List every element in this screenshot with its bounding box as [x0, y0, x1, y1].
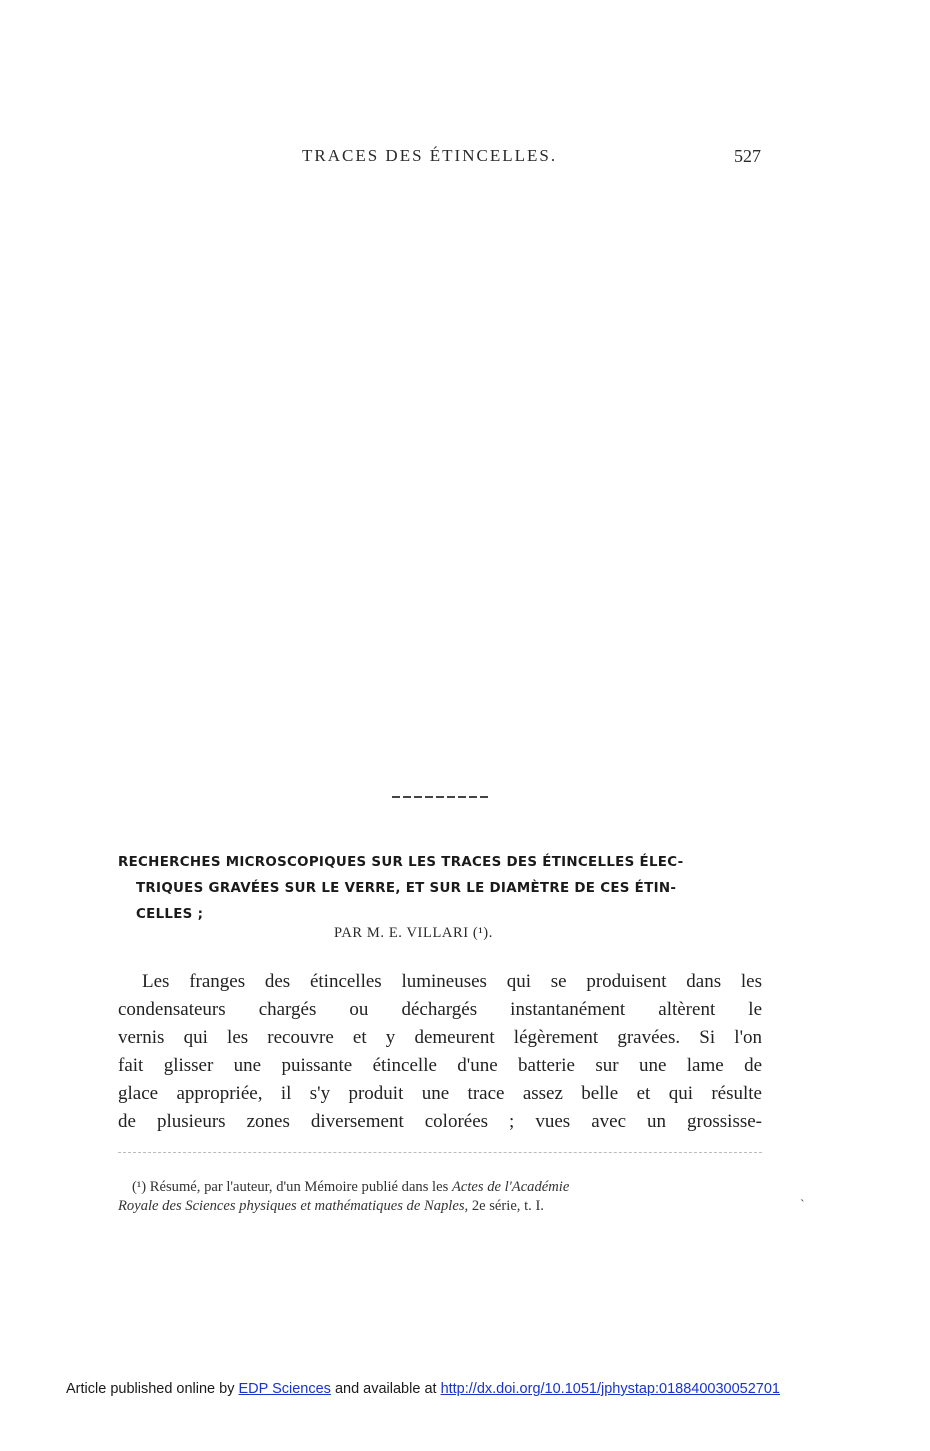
page-number: 527: [734, 146, 761, 166]
article-title: [118, 850, 762, 928]
body-line: condensateurs chargés ou déchargés instantanément altèrent le: [118, 999, 762, 1020]
footnote-line: [118, 1197, 762, 1216]
stray-mark: ˋ: [800, 1198, 805, 1213]
publication-middle: and available at: [334, 1381, 437, 1397]
title-line: RECHERCHES MICROSCOPIQUES SUR LES TRACES DES ÉTINCELLES ÉLEC-: [118, 855, 684, 870]
body-line: fait glisser une puissante étincelle d'une batterie sur une lame de: [118, 1055, 762, 1076]
footnote: [118, 1178, 762, 1216]
body-line: de plusieurs zones diversement colorées ; vues avec un grossisse-: [118, 1111, 762, 1132]
body-line: Les franges des étincelles lumineuses qui se produisent dans les: [142, 971, 762, 992]
doi-link[interactable]: http://dx.doi.org/10.1051/jphystap:018840030052701: [440, 1381, 780, 1397]
publication-notice: [66, 1381, 780, 1397]
footnote-text: Résumé, par l'auteur, d'un Mémoire publié dans les: [149, 1179, 449, 1195]
publication-prefix: Article published online by: [66, 1381, 235, 1397]
title-line: TRIQUES GRAVÉES SUR LE VERRE, ET SUR LE DIAMÈTRE DE CES ÉTIN-: [136, 881, 677, 896]
footnote-line: [118, 1178, 762, 1197]
publisher-link[interactable]: EDP Sciences: [238, 1381, 331, 1397]
footnote-italic: Actes de l'Académie: [451, 1179, 570, 1195]
section-separator: [392, 796, 490, 798]
title-line: CELLES ;: [136, 907, 204, 922]
body-line: vernis qui les recouvre et y demeurent légèrement gravées. Si l'on: [118, 1027, 762, 1048]
running-head: TRACES DES ÉTINCELLES.: [302, 146, 558, 165]
byline: PAR M. E. VILLARI (¹).: [334, 925, 493, 941]
footnote-text: 2e série, t. I.: [471, 1198, 544, 1214]
footnote-marker: (¹): [132, 1179, 147, 1195]
footnote-italic: Royale des Sciences physiques et mathématiques de Naples,: [118, 1198, 469, 1214]
body-text: [118, 968, 762, 1136]
footnote-rule: [118, 1152, 762, 1154]
body-line: glace appropriée, il s'y produit une trace assez belle et qui résulte: [118, 1083, 762, 1104]
